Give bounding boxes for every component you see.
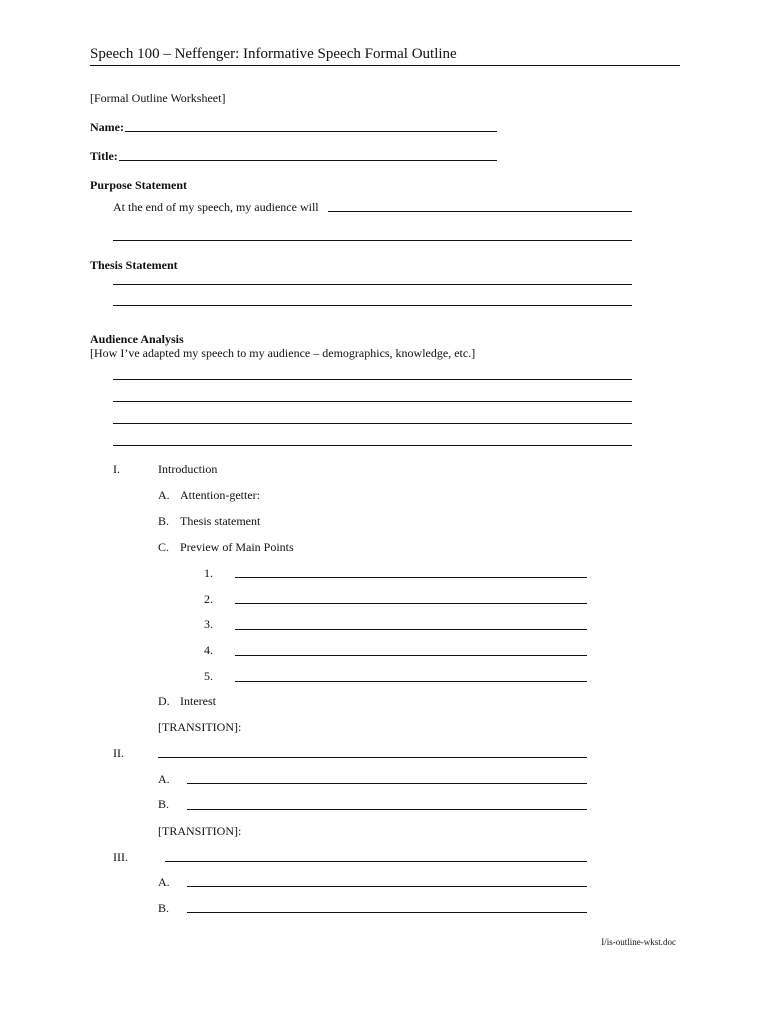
section-2-item-b-letter: B.	[158, 797, 170, 811]
section-3-item-a-line[interactable]	[187, 886, 587, 887]
point-4-number: 4.	[204, 643, 213, 657]
point-3-number: 3.	[204, 617, 213, 631]
worksheet-label: [Formal Outline Worksheet]	[90, 91, 226, 105]
purpose-line-2[interactable]	[113, 240, 632, 241]
point-1-number: 1.	[204, 566, 213, 580]
document-title: Speech 100 – Neffenger: Informative Speech Formal Outline	[90, 46, 457, 62]
section-3-line[interactable]	[165, 861, 587, 862]
audience-heading: Audience Analysis	[90, 332, 184, 346]
name-field[interactable]	[125, 131, 497, 132]
audience-note: [How I’ve adapted my speech to my audience – demographics, knowledge, etc.]	[90, 346, 476, 360]
section-2-line[interactable]	[158, 757, 587, 758]
section-2-item-a-line[interactable]	[187, 783, 587, 784]
name-label: Name:	[90, 120, 124, 134]
title-label: Title:	[90, 149, 118, 163]
transition-2: [TRANSITION]:	[158, 824, 242, 838]
point-1-line[interactable]	[235, 577, 587, 578]
purpose-line-1[interactable]	[328, 211, 632, 212]
item-a-label: Attention-getter:	[180, 488, 260, 502]
purpose-prompt: At the end of my speech, my audience will	[113, 200, 319, 214]
section-2-numeral: II.	[113, 746, 124, 760]
point-3-line[interactable]	[235, 629, 587, 630]
header-rule	[90, 65, 680, 66]
section-1-label: Introduction	[158, 462, 218, 476]
item-d-label: Interest	[180, 694, 216, 708]
section-2-item-b-line[interactable]	[187, 809, 587, 810]
item-d-letter: D.	[158, 694, 170, 708]
section-2-item-a-letter: A.	[158, 772, 170, 786]
section-1-numeral: I.	[113, 462, 120, 476]
section-3-item-b-letter: B.	[158, 901, 170, 915]
audience-line-4[interactable]	[113, 445, 632, 446]
thesis-line-2[interactable]	[113, 305, 632, 306]
purpose-heading: Purpose Statement	[90, 178, 187, 192]
item-b-label: Thesis statement	[180, 514, 261, 528]
thesis-line-1[interactable]	[113, 284, 632, 285]
section-3-numeral: III.	[113, 850, 128, 864]
audience-line-1[interactable]	[113, 379, 632, 380]
title-field[interactable]	[119, 160, 497, 161]
point-5-number: 5.	[204, 669, 213, 683]
thesis-heading: Thesis Statement	[90, 258, 178, 272]
section-3-item-a-letter: A.	[158, 875, 170, 889]
transition-1: [TRANSITION]:	[158, 720, 242, 734]
footer-filename: I/is-outline-wkst.doc	[601, 937, 676, 947]
section-3-item-b-line[interactable]	[187, 912, 587, 913]
audience-line-3[interactable]	[113, 423, 632, 424]
item-b-letter: B.	[158, 514, 170, 528]
point-5-line[interactable]	[235, 681, 587, 682]
point-2-line[interactable]	[235, 603, 587, 604]
point-2-number: 2.	[204, 592, 213, 606]
item-c-letter: C.	[158, 540, 170, 554]
point-4-line[interactable]	[235, 655, 587, 656]
item-c-label: Preview of Main Points	[180, 540, 294, 554]
item-a-letter: A.	[158, 488, 170, 502]
audience-line-2[interactable]	[113, 401, 632, 402]
